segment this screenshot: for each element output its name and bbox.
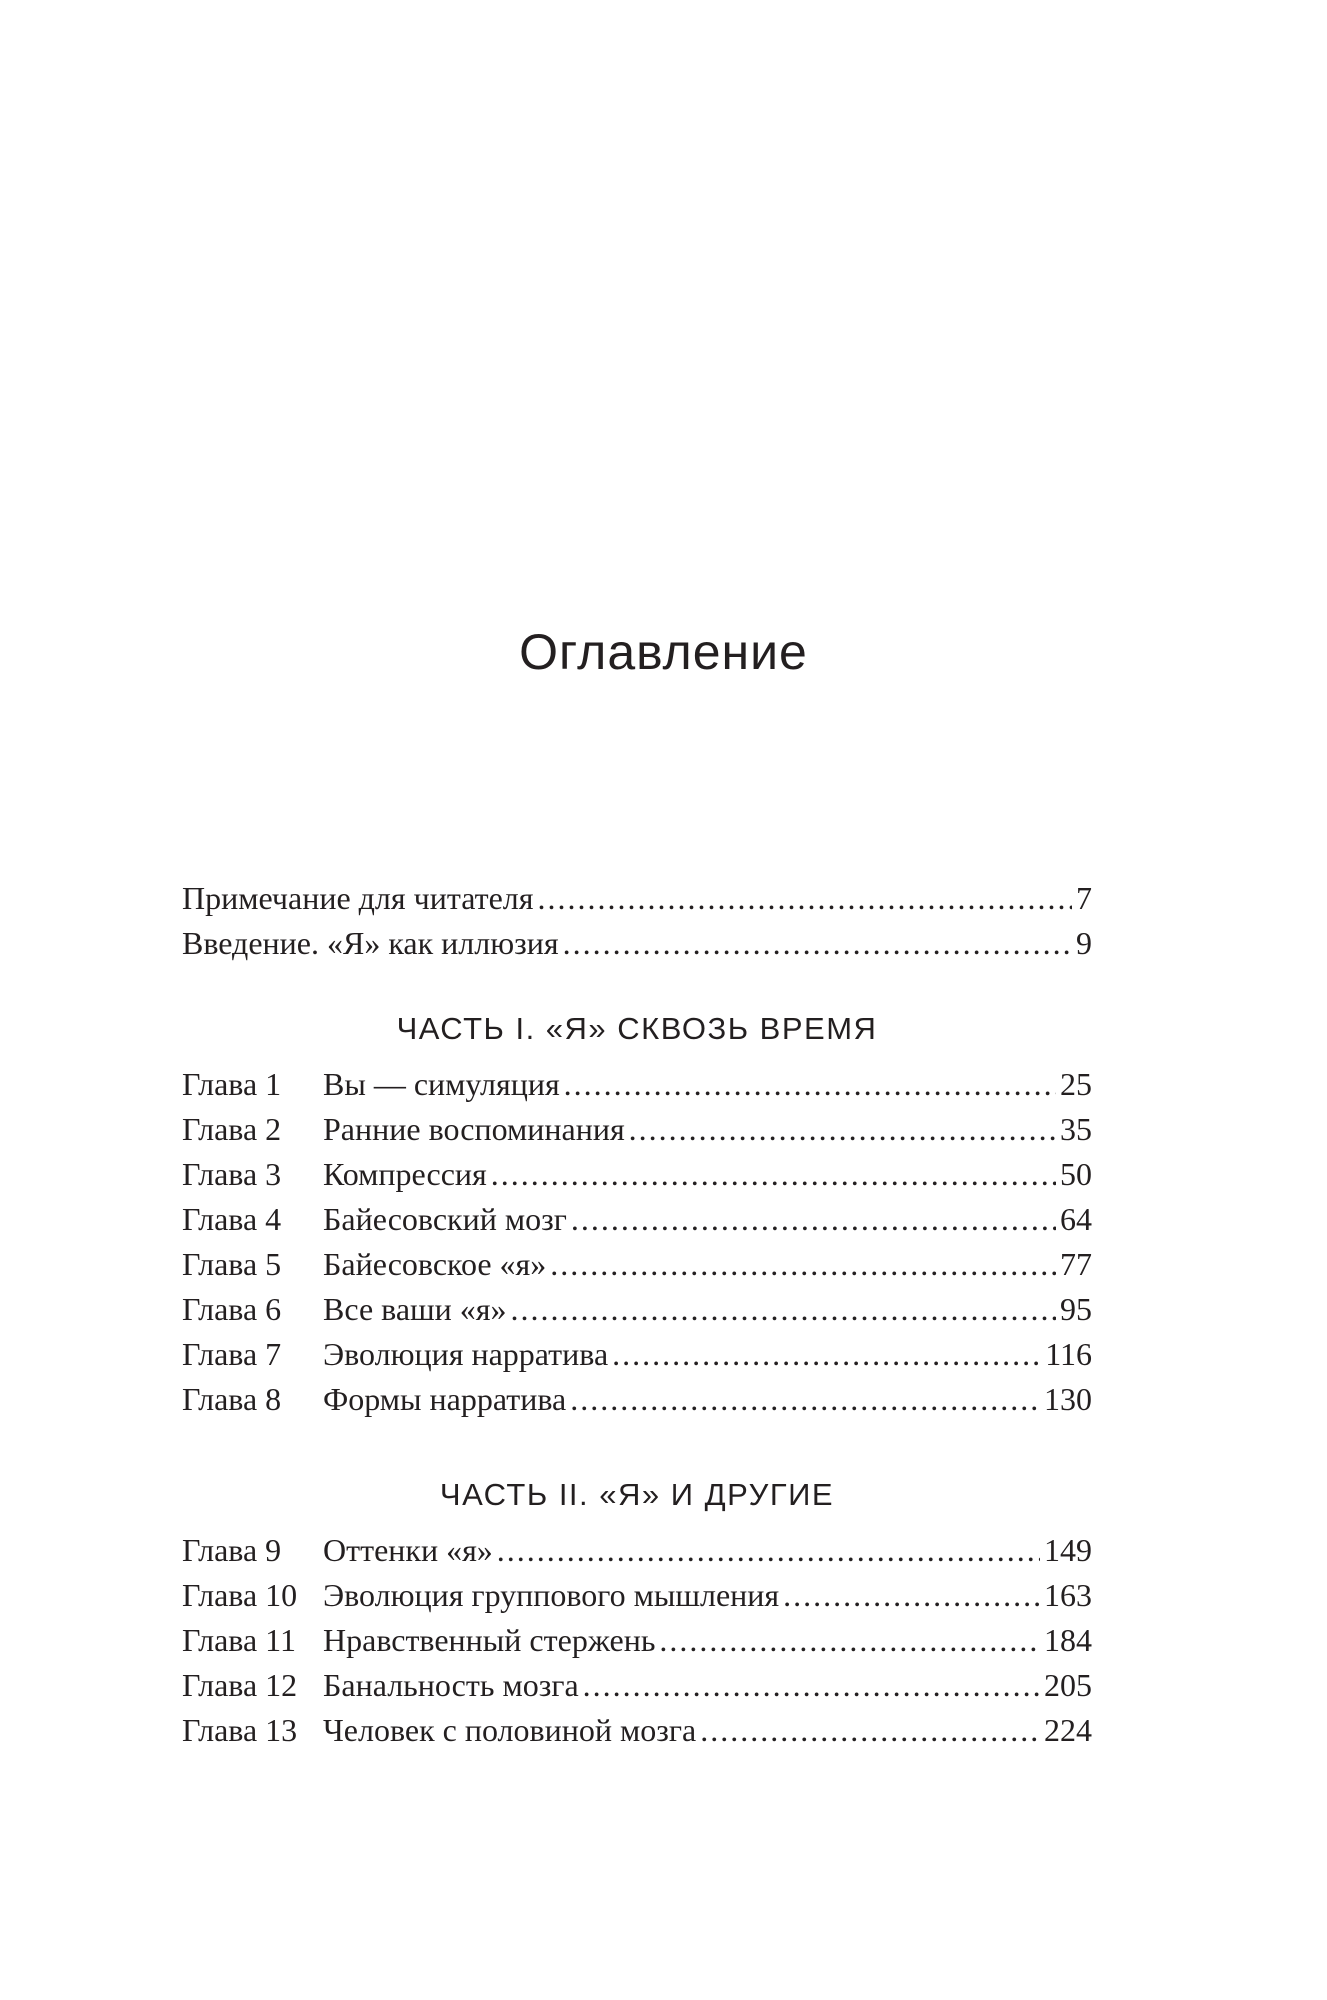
chapter-title: Формы нарратива [323,1381,567,1417]
toc-entry-chapter-11 [182,1618,1092,1663]
toc-entry-chapter-4 [182,1197,1092,1242]
table-of-contents [182,876,1092,1753]
chapter-label: Глава 1 [182,1066,282,1102]
chapter-title: Банальность мозга [323,1667,579,1703]
dot-leader [550,1242,1056,1287]
chapter-page: 116 [1045,1336,1092,1372]
chapter-title: Человек с половиной мозга [323,1712,697,1748]
chapter-label: Глава 8 [182,1381,282,1417]
chapter-page: 224 [1044,1712,1092,1748]
chapter-label: Глава 3 [182,1156,282,1192]
chapter-label: Глава 6 [182,1291,282,1327]
toc-entry-chapter-6 [182,1287,1092,1332]
chapter-page: 77 [1060,1246,1092,1282]
dot-leader [497,1528,1040,1573]
chapter-title: Компрессия [323,1156,487,1192]
chapter-page: 64 [1060,1201,1092,1237]
dot-leader [564,1062,1056,1107]
dot-leader [511,1287,1056,1332]
chapter-label: Глава 12 [182,1667,298,1703]
dot-leader [571,1197,1056,1242]
dot-leader [659,1618,1040,1663]
toc-entry-introduction [182,921,1092,966]
chapter-page: 130 [1044,1381,1092,1417]
chapter-title: Байесовское «я» [323,1246,547,1282]
chapter-label: Глава 5 [182,1246,282,1282]
chapter-page: 163 [1044,1577,1092,1613]
chapter-label: Глава 4 [182,1201,282,1237]
chapter-page: 95 [1060,1291,1092,1327]
toc-entry-chapter-10 [182,1573,1092,1618]
part-heading-1: ЧАСТЬ I. «Я» СКВОЗЬ ВРЕМЯ [396,1011,878,1046]
chapter-page: 35 [1060,1111,1092,1147]
chapter-title: Эволюция группового мышления [323,1577,780,1613]
chapter-title: Ранние воспоминания [323,1111,625,1147]
toc-entry-title: Примечание для читателя [182,880,534,916]
chapter-label: Глава 2 [182,1111,282,1147]
chapter-title: Все ваши «я» [323,1291,507,1327]
dot-leader [700,1708,1040,1753]
toc-entry-chapter-12 [182,1663,1092,1708]
toc-entry-page: 9 [1076,925,1092,961]
toc-entry-chapter-13 [182,1708,1092,1753]
toc-entry-chapter-1 [182,1062,1092,1107]
toc-entry-chapter-7 [182,1332,1092,1377]
chapter-label: Глава 11 [182,1622,296,1658]
chapter-title: Оттенки «я» [323,1532,493,1568]
chapter-label: Глава 13 [182,1712,298,1748]
part-heading-2: ЧАСТЬ II. «Я» И ДРУГИЕ [439,1477,835,1512]
dot-leader [783,1573,1040,1618]
page-title: Оглавление [519,624,808,680]
dot-leader [491,1152,1056,1197]
chapter-label: Глава 7 [182,1336,282,1372]
toc-entry-chapter-5 [182,1242,1092,1287]
chapter-label: Глава 10 [182,1577,298,1613]
chapter-title: Байесовский мозг [323,1201,567,1237]
chapter-page: 184 [1044,1622,1092,1658]
toc-entry-title: Введение. «Я» как иллюзия [182,925,559,961]
toc-entry-note-to-reader [182,876,1092,921]
dot-leader [629,1107,1056,1152]
chapter-label: Глава 9 [182,1532,282,1568]
chapter-page: 149 [1044,1532,1092,1568]
dot-leader [570,1377,1040,1422]
toc-entry-chapter-9 [182,1528,1092,1573]
chapter-title: Эволюция нарратива [323,1336,609,1372]
chapter-page: 25 [1060,1066,1092,1102]
toc-entry-page: 7 [1076,880,1092,916]
dot-leader [563,921,1072,966]
toc-entry-chapter-3 [182,1152,1092,1197]
dot-leader [583,1663,1040,1708]
chapter-title: Нравственный стержень [323,1622,656,1658]
chapter-page: 205 [1044,1667,1092,1703]
chapter-title: Вы — симуляция [323,1066,560,1102]
dot-leader [537,876,1072,921]
toc-entry-chapter-8 [182,1377,1092,1422]
toc-entry-chapter-2 [182,1107,1092,1152]
dot-leader [612,1332,1041,1377]
chapter-page: 50 [1060,1156,1092,1192]
